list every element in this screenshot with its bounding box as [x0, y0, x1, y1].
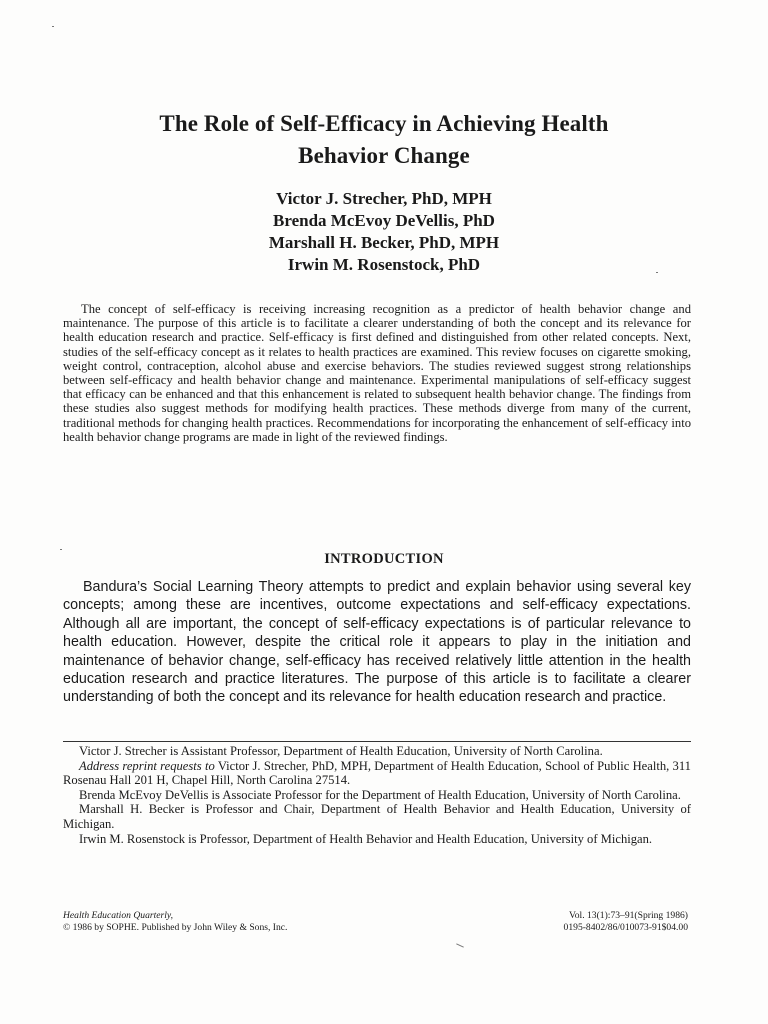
author-2: Brenda McEvoy DeVellis, PhD: [273, 211, 495, 230]
journal-copyright: © 1986 by SOPHE. Published by John Wiley & Sons, Inc.: [63, 921, 288, 933]
journal-code: 0195-8402/86/010073-91$04.00: [563, 921, 688, 933]
footnote-rosenstock: Irwin M. Rosenstock is Professor, Department of Health Behavior and Health Education, University of Michigan.: [79, 831, 653, 846]
author-footnotes: [63, 744, 691, 846]
scan-speck: [60, 549, 62, 550]
title-line-1: The Role of Self-Efficacy in Achieving Health: [159, 111, 609, 136]
reprint-lead: Address reprint requests to: [79, 758, 215, 773]
footnote-devellis: Brenda McEvoy DeVellis is Associate Professor for the Department of Health Education, University of North Carolina.: [79, 787, 681, 802]
footnote-becker: Marshall H. Becker is Professor and Chair, Department of Health Behavior and Health Education, University of Michigan.: [63, 802, 691, 831]
author-list: [60, 188, 708, 276]
scan-speck: [656, 272, 658, 273]
footnote-strecher: Victor J. Strecher is Assistant Professor, Department of Health Education, University of North Carolina.: [79, 744, 603, 758]
author-3: Marshall H. Becker, PhD, MPH: [268, 233, 500, 252]
scan-speck: [52, 26, 54, 27]
author-1: Victor J. Strecher, PhD, MPH: [276, 189, 492, 208]
title-line-2: Behavior Change: [298, 143, 470, 168]
footnote-reprint: [63, 759, 691, 788]
journal-volume-info: [470, 910, 688, 933]
reprint-address: Victor J. Strecher, PhD, MPH, Department of Health Education, School of Public Health, 311 Rosenau Hall 201 H, Chapel Hill, North Carolina 27514.: [63, 758, 691, 788]
author-4: Irwin M. Rosenstock, PhD: [287, 255, 481, 274]
section-heading-introduction: INTRODUCTION: [324, 551, 444, 567]
scan-speck: [456, 943, 464, 947]
journal-volume: Vol. 13(1):73–91(Spring 1986): [569, 910, 688, 921]
journal-info: [63, 910, 287, 933]
footnote-divider: [63, 741, 691, 742]
journal-name: Health Education Quarterly,: [63, 910, 174, 921]
abstract: The concept of self-efficacy is receiving increasing recognition as a predictor of health behavior change and maintenance. The purpose of this article is to facilitate a clearer understanding of both the concept and its relevance for health education research and practice. Self-efficacy is first defined and distinguished from other related concepts. Next, studies of the self-efficacy concept as it relates to health practices are examined. This review focuses on cigarette smoking, weight control, contraception, alcohol abuse and exercise behaviors. The studies reviewed suggest strong relationships between self-efficacy and health behavior change and maintenance. Experimental manipulations of self-efficacy suggest that efficacy can be enhanced and that this enhancement is related to subsequent health behavior change. The findings from these studies also suggest methods for modifying health practices. These methods diverge from many of the current, traditional methods for changing health practices. Recommendations for incorporating the enhancement of self-efficacy into health behavior change programs are made in light of the reviewed findings.: [63, 302, 691, 444]
introduction-paragraph: Bandura’s Social Learning Theory attempts to predict and explain behavior using several key concepts; among these are incentives, outcome expectations and self-efficacy expectations. Although all are important, the concept of self-efficacy expectations is of particular relevance to health education. However, despite the critical role it appears to play in the initiation and maintenance of behavior change, self-efficacy has received relatively little attention in the health education research and practice literatures. The purpose of this article is to facilitate a clearer understanding of both the concept and its relevance for health education research and practice.: [63, 579, 691, 706]
paper-title: [60, 108, 708, 172]
